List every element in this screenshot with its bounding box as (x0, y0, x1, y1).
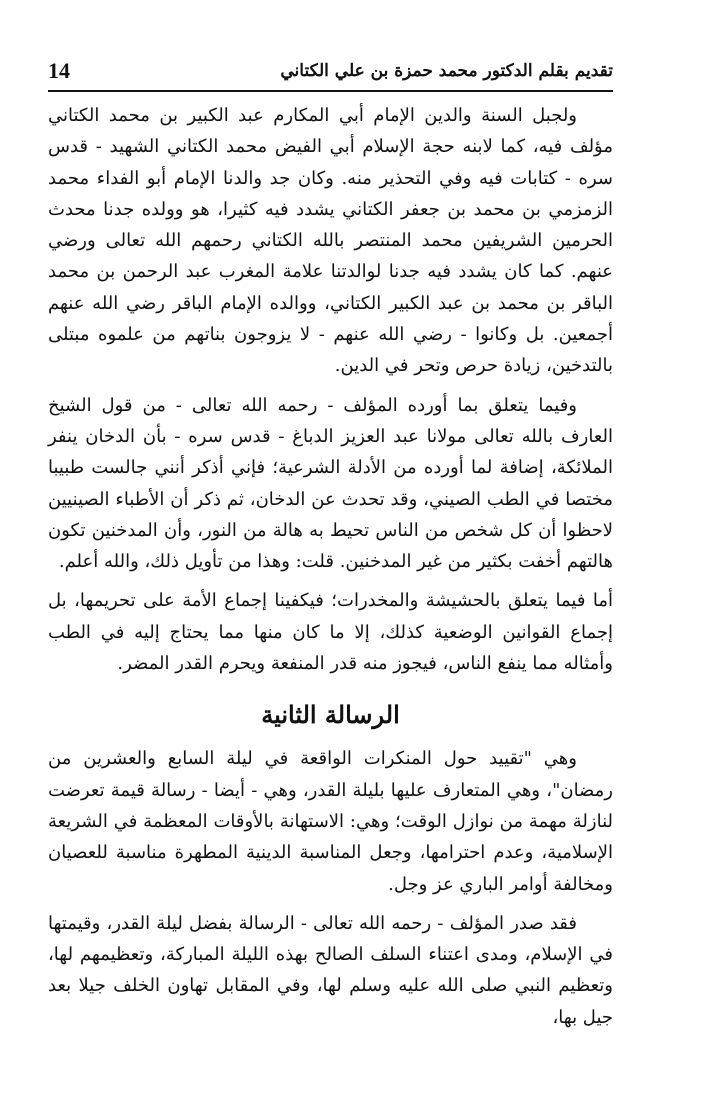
paragraph-2: وفيما يتعلق بما أورده المؤلف - رحمه الله تعالى - من قول الشيخ العارف بالله تعالى مولانا عبد العزيز الدباغ - قدس سره - بأن الدخان ينفر الملائكة، إضافة لما أورده من الأدلة الشرعية؛ فإني أذكر أنني جالست طبيبا مختصا في الطب الصيني، وقد تحدث عن الدخان، ثم ذكر أن الأطباء الصينيين لاحظوا أن كل شخص من الناس تحيط به هالة من النور، وأن المدخنين تكون هالتهم أخفت بكثير من غير المدخنين. قلت: وهذا من تأويل ذلك، والله أعلم. (48, 394, 613, 573)
running-title: تقديم بقلم الدكتور محمد حمزة بن علي الكتاني (280, 61, 613, 81)
paragraph-4: وهي "تقييد حول المنكرات الواقعة في ليلة السابع والعشرين من رمضان"، وهي المتعارف عليها بليلة القدر، وهي - أيضا - رسالة قيمة تعرضت لنازلة مهمة من نوازل الوقت؛ وهي: الاستهانة بالأوقات المعظمة في الشريعة الإسلامية، وعدم احترامها، وجعل المناسبة الدينية المطهرة مناسبة للعصيان ومخالفة أوامر الباري عز وجل. (48, 748, 613, 895)
page-header (48, 52, 613, 92)
paragraph-3: أما فيما يتعلق بالحشيشة والمخدرات؛ فيكفينا إجماع الأمة على تحريمها، بل إجماع القوانين الوضعية كذلك، إلا ما كان منها مما يحتاج إليه في الطب وأمثاله مما ينفع الناس، فيجوز منه قدر المنفعة ويحرم القدر المضر. (48, 590, 613, 675)
book-page (48, 52, 613, 1033)
section-heading: الرسالة الثانية (261, 700, 400, 730)
page-number: 14 (48, 58, 70, 83)
paragraph-5: فقد صدر المؤلف - رحمه الله تعالى - الرسالة بفضل ليلة القدر، وقيمتها في الإسلام، ومدى اعتناء السلف الصالح بهذه الليلة المباركة، وتعظيمهم لها، وتعظيم النبي صلى الله عليه وسلم لها، وفي المقابل تهاون الخلف جيلا بعد جيل بها، (48, 912, 613, 1028)
paragraph-1: ولجبل السنة والدين الإمام أبي المكارم عبد الكبير بن محمد الكتاني مؤلف فيه، كما لابنه حجة الإسلام أبي الفيض محمد الكتاني الشهيد - قدس سره - كتابات فيه وفي التحذير منه. وكان جد والدنا الإمام أبو الفداء محمد الزمزمي بن محمد بن جعفر الكتاني يشدد فيه كثيرا، هو وولده جدنا محدث الحرمين الشريفين محمد المنتصر بالله الكتاني رحمهم الله تعالى ورضي عنهم. كما كان يشدد فيه جدنا لوالدتنا علامة المغرب عبد الرحمن بن محمد الباقر بن محمد بن عبد الكبير الكتاني، ووالده الإمام الباقر رضي الله عنهم أجمعين. بل وكانوا - رضي الله عنهم - لا يزوجون بناتهم من علموه مبتلى بالتدخين، زيادة حرص وتحر في الدين. (48, 105, 613, 377)
